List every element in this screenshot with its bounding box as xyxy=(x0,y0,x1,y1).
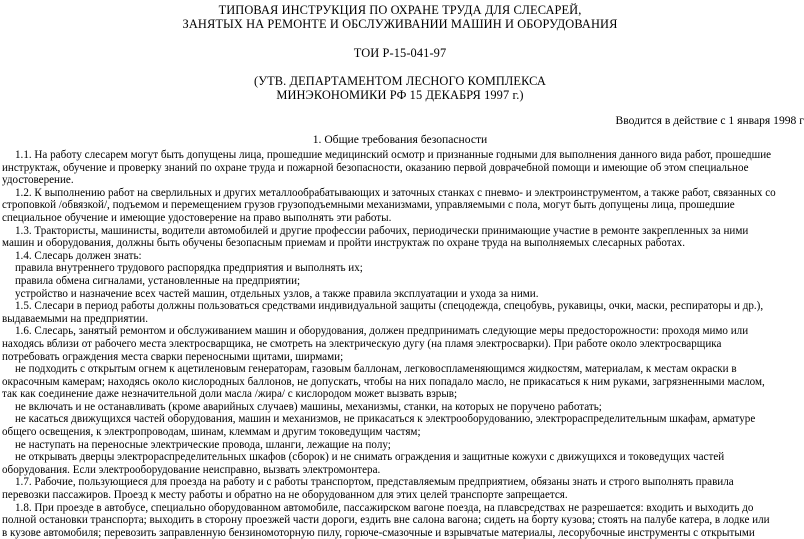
text-line: в кузове автомобиля; перевозить заправленную бензиномоторную пилу, горюче-смазочные и взрывчатые материалы, лесорубочные инструменты с открытыми xyxy=(2,526,755,539)
text-line: оборудования. Если электрооборудование неисправно, вызвать электромонтера. xyxy=(2,463,381,476)
text-line: строповкой /обвязкой/, подъемом и перемещением грузов грузоподъемными механизмами, управляемыми с пола, могут быть допущены лица, прошедшие xyxy=(2,199,735,212)
document-title-line-1: ТИПОВАЯ ИНСТРУКЦИЯ ПО ОХРАНЕ ТРУДА ДЛЯ СЛЕСАРЕЙ, xyxy=(218,3,582,17)
text-line: общего освещения, к электропроводам, шинам, клеммам и другим токоведущим частям; xyxy=(2,426,421,439)
text-line: специальное обучение и имеющие удостоверение на право выполнять эти работы. xyxy=(2,211,392,224)
text-line: удостоверение. xyxy=(2,174,74,187)
section-heading: 1. Общие требования безопасности xyxy=(312,133,488,146)
approval-line-1: (УТВ. ДЕПАРТАМЕНТОМ ЛЕСНОГО КОМПЛЕКСА xyxy=(254,74,546,88)
text-line: устройство и назначение всех частей машин, отдельных узлов, а также правила эксплуатации и ухода за ними. xyxy=(15,287,539,300)
text-line: находясь вблизи от рабочего места электросварщика, не смотреть на электрическую дугу (на пламя электросварки). При работе около электросварщика xyxy=(2,337,722,350)
text-line: 1.6. Слесарь, занятый ремонтом и обслуживанием машин и оборудования, должен предпринимать следующие меры предосторожности: проходя мимо или xyxy=(15,325,749,338)
body-text xyxy=(0,149,800,539)
text-line: потребовать ограждения места сварки переносными щитами, ширмами; xyxy=(2,350,344,363)
text-line: не подходить с открытым огнем к ацетиленовым генераторам, газовым баллонам, легковоспламеняющимся жидкостям, материалам, к местам окраски в xyxy=(15,363,737,376)
text-line: 1.7. Рабочие, пользующиеся для проезда на работу и с работы транспортом, представляемым предприятием, обязаны знать и строго выполнять правила xyxy=(15,476,734,489)
document-code: ТОИ Р-15-041-97 xyxy=(353,46,447,60)
text-line: 1.5. Слесари в период работы должны пользоваться средствами индивидуальной защиты (спецодежда, спецобувь, рукавицы, очки, маски, респираторы и др.), xyxy=(15,300,764,313)
text-line: не открывать дверцы электрораспределительных шкафов (сборок) и не снимать ограждения и защитные кожухи с движущихся и токоведущих частей xyxy=(15,451,725,464)
document-page xyxy=(0,3,804,539)
text-line: так как соединение даже незначительной доли масла /жира/ с кислородом может вызвать взрыв; xyxy=(2,388,458,401)
text-line: 1.3. Трактористы, машинисты, водители автомобилей и другие профессии рабочих, периодически принимающие участие в ремонте закрепленных за ними xyxy=(15,224,749,237)
text-line: не наступать на переносные электрические провода, шланги, лежащие на полу; xyxy=(15,438,391,451)
text-line: 1.2. К выполнению работ на сверлильных и других металлообрабатывающих и заточных станках с пневмо- и электроинструментом, а также работ, связанных со xyxy=(15,186,776,199)
document-title-line-2: ЗАНЯТЫХ НА РЕМОНТЕ И ОБСЛУЖИВАНИИ МАШИН И ОБОРУДОВАНИЯ xyxy=(182,17,618,31)
text-line: 1.8. При проезде в автобусе, специально оборудованном автомобиле, пассажирском вагоне поезда, на плавсредствах не разрешается: входить и выходить до xyxy=(15,501,754,514)
text-line: машин и оборудования, должны быть обучены безопасным приемам и пройти инструктаж по охране труда на выполняемых слесарных работах. xyxy=(2,237,685,250)
text-line: не касаться движущихся частей оборудования, машин и механизмов, не прикасаться к электрооборудованию, электрораспределительным шкафам, арматуре xyxy=(15,413,756,426)
approval-line-2: МИНЭКОНОМИКИ РФ 15 ДЕКАБРЯ 1997 г.) xyxy=(276,88,524,102)
text-line: 1.4. Слесарь должен знать: xyxy=(15,249,142,262)
text-line: полной остановки транспорта; выходить в сторону проезжей части дороги, ездить вне салона вагона; сидеть на борту кузова; стоять на палубе катера, в лодке или xyxy=(2,514,770,527)
text-line: окрасочным камерам; находясь около кислородных баллонов, не допускать, чтобы на них попадало масло, не прикасаться к ним руками, загрязненными маслом, xyxy=(2,375,765,388)
text-line: перевозки пассажиров. Проезд к месту работы и обратно на не оборудованном для этих целей транспорте запрещается. xyxy=(2,489,568,502)
text-line: выдаваемыми на предприятии. xyxy=(2,312,148,325)
text-line: правила внутреннего трудового распорядка предприятия и выполнять их; xyxy=(15,262,363,275)
text-line: не включать и не останавливать (кроме аварийных случаев) машины, механизмы, станки, на которых не поручено работать; xyxy=(15,400,602,413)
text-line: правила обмена сигналами, установленные на предприятии; xyxy=(15,274,301,287)
text-line: 1.1. На работу слесарем могут быть допущены лица, прошедшие медицинский осмотр и признанные годными для выполнения данного вида работ, прошедшие xyxy=(15,149,772,161)
text-line: инструктаж, обучение и проверку знаний по охране труда и пожарной безопасности, оказанию первой доврачебной помощи и имеющие об этом специальное xyxy=(2,161,749,174)
effective-date: Вводится в действие с 1 января 1998 г xyxy=(615,114,804,127)
